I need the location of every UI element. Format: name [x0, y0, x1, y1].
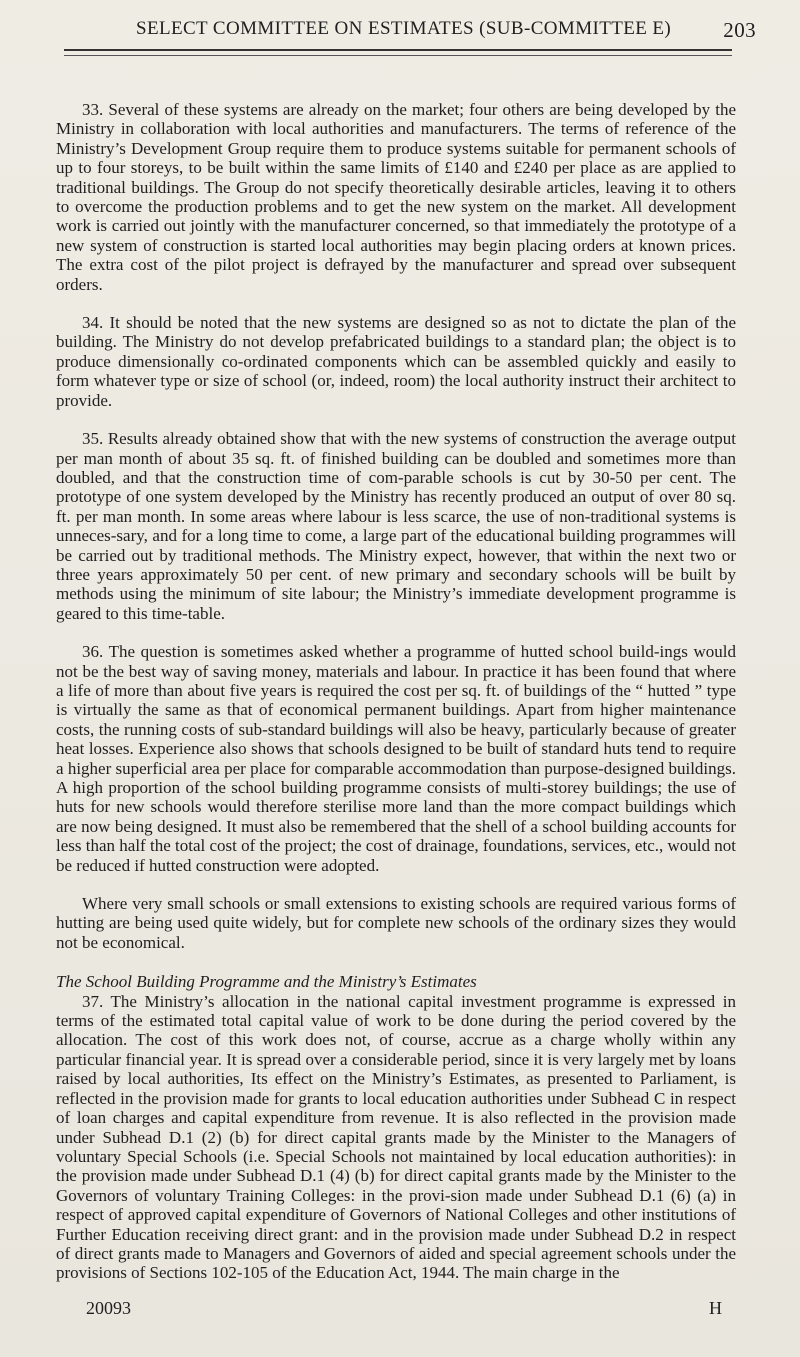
- paragraph-33: 33. Several of these systems are already on the market; four others are being developed by the Ministry in collaboration with local authorities and manufacturers. The terms of reference of the Ministry’s Development Group require them to produce systems suitable for permanent schools of up to four storeys, to be built within the same limits of £140 and £240 per place as are applied to traditional buildings. The Group do not specify theoretically desirable articles, leaving it to others to overcome the production problems and to get the new system on the market. All development work is carried out jointly with the manufacturer concerned, so that immediately the prototype of a new system of construction is started local authorities may begin placing orders at known prices. The extra cost of the pilot project is defrayed by the manufacturer and spread over subsequent orders.: [56, 100, 736, 294]
- header-rule: [64, 49, 732, 56]
- body-text: [56, 100, 736, 1283]
- paragraph-36: 36. The question is sometimes asked whether a programme of hutted school build-ings would not be the best way of saving money, materials and labour. In practice it has been found that where a life of more than about five years is required the cost per sq. ft. of buildings of the “ hutted ” type is virtually the same as that of economical permanent buildings. Apart from higher maintenance costs, the running costs of sub-standard buildings will also be heavy, particularly because of greater heat losses. Experience also shows that schools designed to be built of standard huts tend to require a higher superficial area per place for comparable accommodation than purpose-designed buildings. A high proportion of the school building programme consists of multi-storey buildings; the use of huts for new schools would therefore sterilise more land than the more compact buildings which are now being designed. It must also be remembered that the shell of a school building accounts for less than half the total cost of the project; the cost of drainage, foundations, services, etc., would not be reduced if hutted construction were adopted.: [56, 642, 736, 875]
- page-header: [136, 18, 756, 46]
- paragraph-hutting-note: Where very small schools or small extensions to existing schools are required various forms of hutting are being used quite widely, but for complete new schools of the ordinary sizes they would not be economical.: [56, 894, 736, 952]
- paragraph-35: 35. Results already obtained show that with the new systems of construction the average output per man month of about 35 sq. ft. of finished building can be doubled and sometimes more than doubled, and that the construction time of com-parable schools is cut by 30-50 per cent. The prototype of one system developed by the Ministry has recently produced an output of over 80 sq. ft. per man month. In some areas where labour is less scarce, the use of non-traditional systems is unneces-sary, and for a long time to come, a large part of the educational building programmes will be carried out by traditional methods. The Ministry expect, however, that within the next two or three years approximately 50 per cent. of new primary and secondary schools will be built by methods using the minimum of site labour; the Ministry’s immediate development programme is geared to this time-table.: [56, 429, 736, 623]
- running-title: SELECT COMMITTEE ON ESTIMATES (SUB-COMMITTEE E): [136, 18, 672, 39]
- print-code: 20093: [86, 1298, 131, 1318]
- paragraph-34: 34. It should be noted that the new systems are designed so as not to dictate the plan of the building. The Ministry do not develop prefabricated buildings to a standard plan; the object is to produce dimensionally co-ordinated components which can be assembled quickly and easily to form whatever type or size of school (or, indeed, room) the local authority instruct their architect to provide.: [56, 313, 736, 410]
- paragraph-37: 37. The Ministry’s allocation in the national capital investment programme is expressed in terms of the estimated total capital value of work to be done during the period covered by the allocation. The cost of this work does not, of course, accrue as a charge wholly within any particular financial year. It is spread over a considerable period, since it is very largely met by loans raised by local authorities, Its effect on the Ministry’s Estimates, as presented to Parliament, is reflected in the provision made for grants to local education authorities under Subhead C in respect of loan charges and capital expenditure from revenue. It is also reflected in the provision made under Subhead D.1 (2) (b) for direct capital grants made by the Minister to the Managers of voluntary Special Schools (i.e. Special Schools not maintained by local education authorities): in the provision made under Subhead D.1 (4) (b) for direct capital grants made by the Minister to the Governors of voluntary Training Colleges: in the provi-sion made under Subhead D.1 (6) (a) in respect of approved capital expenditure of Governors of National Colleges and other institutions of Further Education receiving direct grant: and in the provision made under Subhead D.2 in respect of direct grants made to Managers and Governors of aided and special agreement schools under the provisions of Sections 102-105 of the Education Act, 1944. The main charge in the: [56, 991, 736, 1283]
- section-subheading: The School Building Programme and the Ministry’s Estimates: [56, 972, 477, 992]
- page-footer: [86, 1298, 722, 1322]
- signature-mark: H: [709, 1298, 722, 1318]
- page-number: 203: [723, 18, 756, 42]
